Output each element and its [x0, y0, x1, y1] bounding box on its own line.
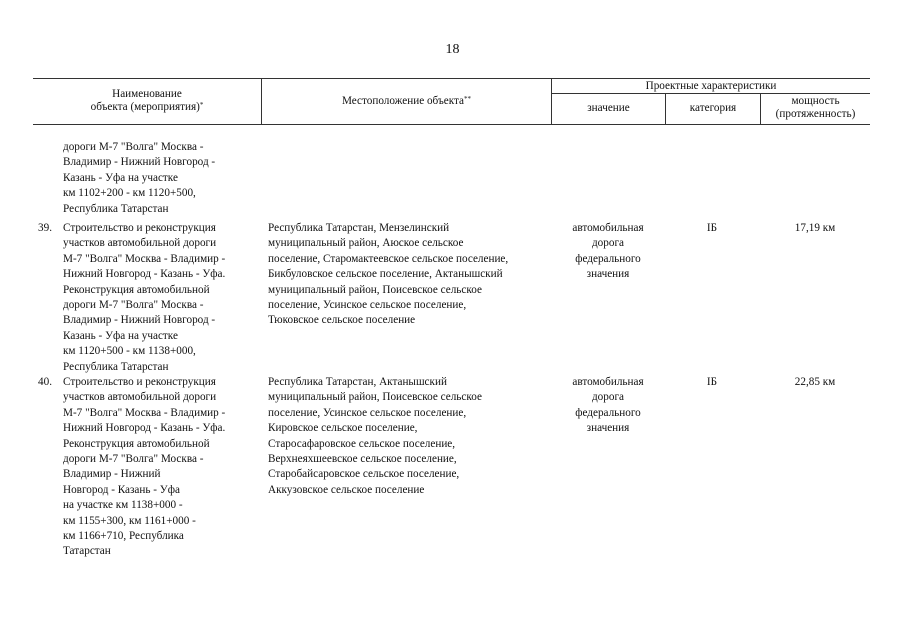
table-row-40-category: IБ	[706, 376, 718, 388]
header-bottom-border	[33, 124, 870, 125]
header-name-footnote-mark: *	[199, 101, 204, 109]
header-category-column: категория	[689, 102, 737, 114]
table-row-40-location: Республика Татарстан, Актанышский муниципальный район, Поисевское сельское поселение, Усинское сельское поселение, Кировское сельское поселение, Старосафаровское сельское поселение, Верхнеяхшеевское сельское поселение, Старобайсаровское сельское поселение, Аккузовское сельское поселение	[268, 376, 482, 496]
table-row-39-location: Республика Татарстан, Мензелинский муниципальный район, Аюское сельское поселение, Старомактеевское сельское поселение, Бикбуловское сельское поселение, Актанышский муниципальный район, Поисевское сельское поселение, Усинское сельское поселение, Тюковское сельское поселение	[268, 222, 509, 327]
header-power-column: мощность (протяженность)	[775, 95, 856, 120]
header-location-footnote-mark: **	[464, 95, 471, 103]
header-name-column	[33, 88, 261, 114]
table-row-39-number: 39.	[38, 222, 52, 234]
table-row-continuation-name: дороги М-7 "Волга" Москва - Владимир - Нижний Новгород - Казань - Уфа на участке км 1102+200 - км 1120+500, Республика Татарстан	[63, 141, 216, 215]
table-row-40-power: 22,85 км	[794, 376, 836, 388]
table-row-40-number: 40.	[38, 376, 52, 388]
header-location-column	[262, 95, 551, 108]
table-row-39-name: Строительство и реконструкция участков автомобильной дороги М-7 "Волга" Москва - Владимир - Нижний Новгород - Казань - Уфа. Реконструкция автомобильной дороги М-7 "Волга" Москва - Владимир - Нижний Новгород - Казань - Уфа на участке км 1120+500 - км 1138+000, Республика Татарстан	[63, 222, 226, 373]
table-row-40-value: автомобильная дорога федерального значения	[572, 376, 644, 435]
header-top-border	[33, 78, 870, 79]
header-location-text: Местоположение объекта	[342, 95, 464, 107]
header-value-column: значение	[587, 102, 630, 114]
table-row-39-power: 17,19 км	[794, 222, 836, 234]
header-subgroup-border	[551, 93, 870, 94]
header-name-text: Наименование объекта (мероприятия)	[90, 88, 200, 113]
page-number: 18	[445, 42, 460, 57]
table-row-39-category: IБ	[706, 222, 718, 234]
table-row-39-value: автомобильная дорога федерального значения	[572, 222, 644, 281]
header-group-label: Проектные характеристики	[645, 80, 777, 92]
table-row-40-name: Строительство и реконструкция участков автомобильной дороги М-7 "Волга" Москва - Владимир - Нижний Новгород - Казань - Уфа. Реконструкция автомобильной дороги М-7 "Волга" Москва - Владимир - Нижний Новгород - Казань - Уфа на участке км 1138+000 - км 1155+300, км 1161+000 - км 1166+710, Республика Татарстан	[63, 376, 226, 558]
